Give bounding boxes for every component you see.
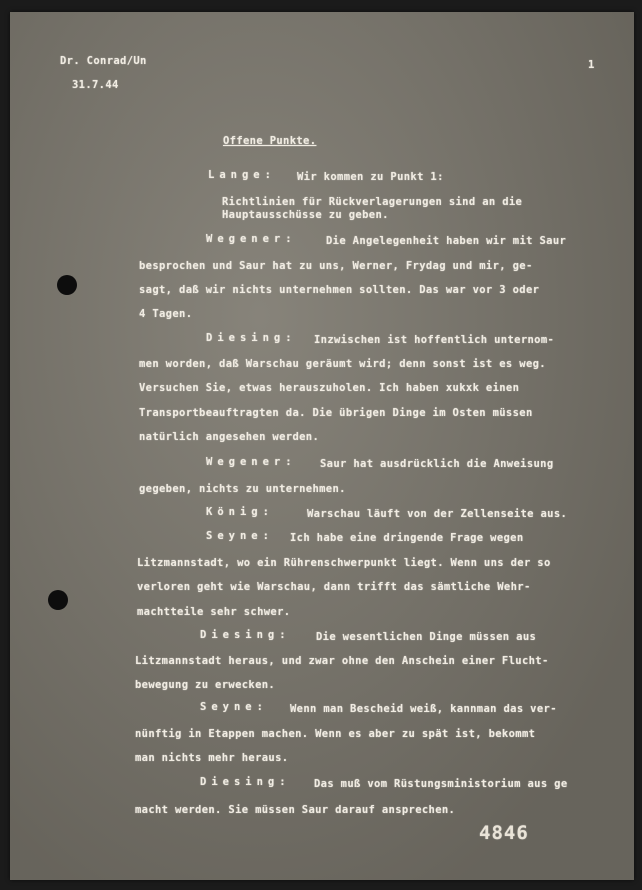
speaker-name: Diesing: (200, 629, 291, 641)
header-date: 31.7.44 (72, 79, 119, 91)
document-title: Offene Punkte. (223, 135, 317, 147)
punch-hole-top (57, 275, 77, 295)
speaker-name: König: (206, 506, 274, 518)
punch-hole-bottom (48, 590, 68, 610)
text-line: bewegung zu erwecken. (135, 679, 276, 691)
text-line: man nichts mehr heraus. (135, 752, 289, 764)
speaker-name: Wegener: (206, 233, 297, 245)
speaker-name: Seyne: (206, 530, 274, 542)
text-line: Saur hat ausdrücklich die Anweisung (320, 458, 554, 470)
text-line: Wenn man Bescheid weiß, kannman das ver- (290, 703, 557, 715)
text-line: machtteile sehr schwer. (137, 606, 291, 618)
text-line: Die wesentlichen Dinge müssen aus (316, 631, 537, 643)
speaker-name: Lange: (208, 169, 276, 181)
speaker-name: Seyne: (200, 701, 268, 713)
speaker-name: Diesing: (200, 776, 291, 788)
text-line: natürlich angesehen werden. (139, 431, 320, 443)
text-line: Transportbeauftragten da. Die übrigen Dinge im Osten müssen (139, 407, 533, 419)
text-line: Ich habe eine dringende Frage wegen (290, 532, 524, 544)
text-line: Die Angelegenheit haben wir mit Saur (326, 235, 567, 247)
text-line: verloren geht wie Warschau, dann trifft das sämtliche Wehr- (137, 581, 531, 593)
text-line: Richtlinien für Rückverlagerungen sind an die (222, 196, 523, 208)
text-line: nünftig in Etappen machen. Wenn es aber zu spät ist, bekommt (135, 728, 536, 740)
document-page (10, 12, 634, 880)
text-line: sagt, daß wir nichts unternehmen sollten. Das war vor 3 oder (139, 284, 540, 296)
text-line: macht werden. Sie müssen Saur darauf ansprechen. (135, 804, 456, 816)
text-line: 4 Tagen. (139, 308, 193, 320)
speaker-name: Diesing: (206, 332, 297, 344)
text-line: gegeben, nichts zu unternehmen. (139, 483, 346, 495)
text-line: Litzmannstadt heraus, und zwar ohne den Anschein einer Flucht- (135, 655, 549, 667)
text-line: besprochen und Saur hat zu uns, Werner, Frydag und mir, ge- (139, 260, 533, 272)
text-line: Versuchen Sie, etwas herauszuholen. Ich haben xukxk einen (139, 382, 520, 394)
text-line: men worden, daß Warschau geräumt wird; denn sonst ist es weg. (139, 358, 546, 370)
text-line: Wir kommen zu Punkt 1: (297, 171, 444, 183)
speaker-name: Wegener: (206, 456, 297, 468)
text-line: Das muß vom Rüstungsministorium aus ge (314, 778, 568, 790)
page-number: 1 (588, 59, 595, 71)
text-line: Hauptausschüsse zu geben. (222, 209, 389, 221)
text-line: Warschau läuft von der Zellenseite aus. (307, 508, 568, 520)
text-line: Inzwischen ist hoffentlich unternom- (314, 334, 555, 346)
text-line: Litzmannstadt, wo ein Rührenschwerpunkt liegt. Wenn uns der so (137, 557, 551, 569)
archive-stamp-number: 4846 (479, 822, 529, 844)
header-reference: Dr. Conrad/Un (60, 55, 147, 67)
